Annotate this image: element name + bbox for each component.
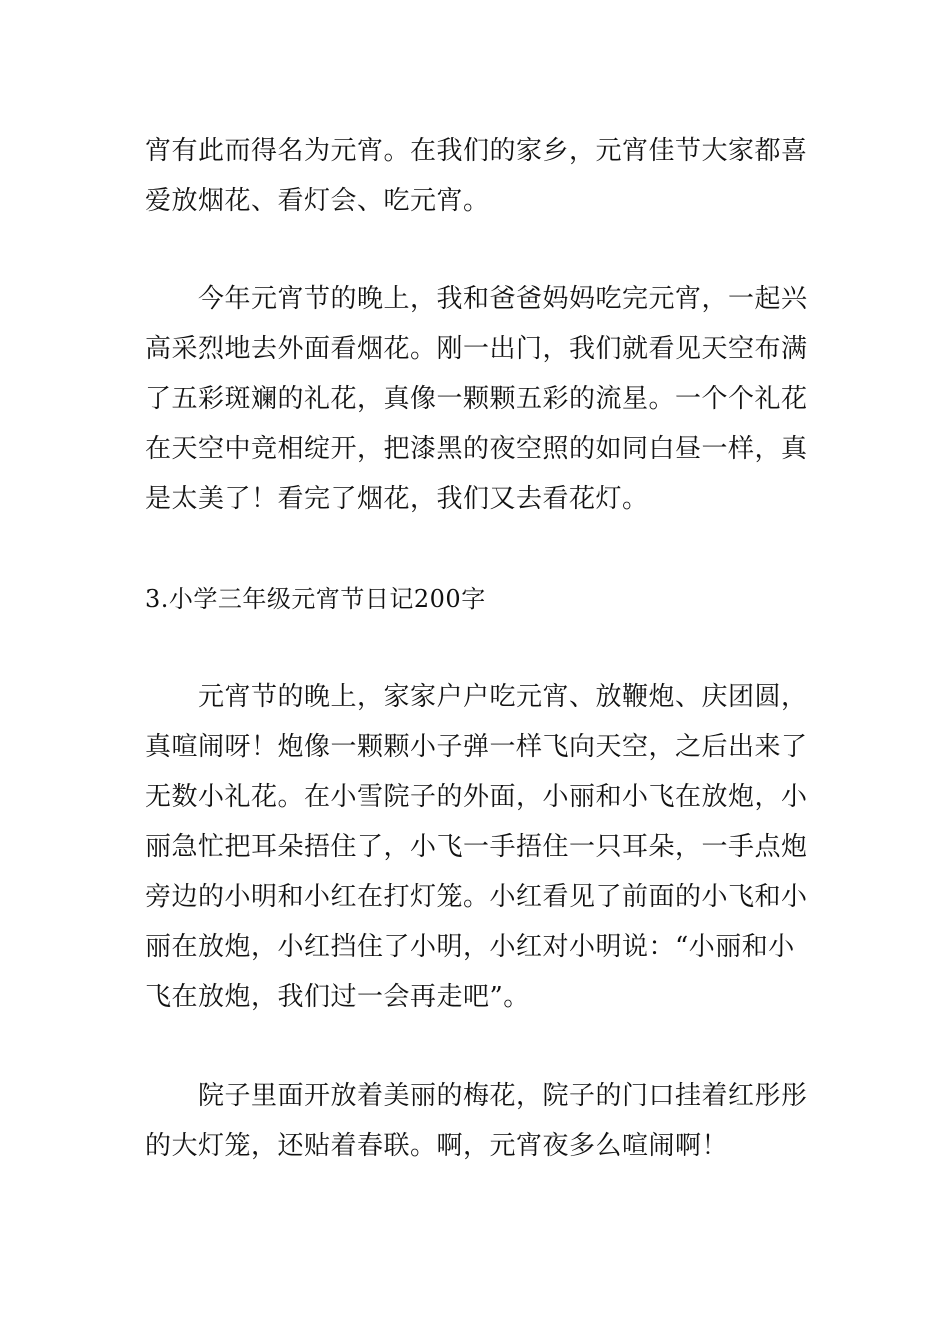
text-line: 院子里面开放着美丽的梅花，院子的门口挂着红彤彤 bbox=[145, 1081, 808, 1111]
text-line: 元宵节的晚上，家家户户吃元宵、放鞭炮、庆团圆， bbox=[145, 682, 808, 712]
paragraph-lantern-festival-night bbox=[145, 672, 810, 1022]
text-line: 真喧闹呀！炮像一颗颗小子弹一样飞向天空，之后出来了 bbox=[145, 732, 808, 762]
paragraph-intro-continued bbox=[145, 126, 810, 226]
text-line: 了五彩斑斓的礼花，真像一颗颗五彩的流星。一个个礼花 bbox=[145, 384, 808, 414]
text-line: 爱放烟花、看灯会、吃元宵。 bbox=[145, 186, 490, 216]
text-line: 丽在放炮，小红挡住了小明，小红对小明说：“小丽和小 bbox=[145, 932, 795, 962]
paragraph-fireworks bbox=[145, 274, 810, 524]
text-line: 是太美了！看完了烟花，我们又去看花灯。 bbox=[145, 484, 649, 514]
text-line: 无数小礼花。在小雪院子的外面，小丽和小飞在放炮，小 bbox=[145, 782, 808, 812]
section-heading-text: 3.小学三年级元宵节日记200字 bbox=[145, 585, 486, 613]
text-line: 的大灯笼，还贴着春联。啊，元宵夜多么喧闹啊！ bbox=[145, 1131, 729, 1161]
section-heading bbox=[145, 574, 810, 624]
text-line: 旁边的小明和小红在打灯笼。小红看见了前面的小飞和小 bbox=[145, 882, 808, 912]
text-line: 飞在放炮，我们过一会再走吧”。 bbox=[145, 982, 530, 1012]
text-line: 今年元宵节的晚上，我和爸爸妈妈吃完元宵，一起兴 bbox=[145, 284, 808, 314]
text-line: 在天空中竞相绽开，把漆黑的夜空照的如同白昼一样，真 bbox=[145, 434, 808, 464]
paragraph-courtyard bbox=[145, 1071, 810, 1171]
text-line: 宵有此而得名为元宵。在我们的家乡，元宵佳节大家都喜 bbox=[145, 136, 808, 166]
text-line: 丽急忙把耳朵捂住了，小飞一手捂住一只耳朵，一手点炮 bbox=[145, 832, 808, 862]
text-line: 高采烈地去外面看烟花。刚一出门，我们就看见天空布满 bbox=[145, 334, 808, 364]
